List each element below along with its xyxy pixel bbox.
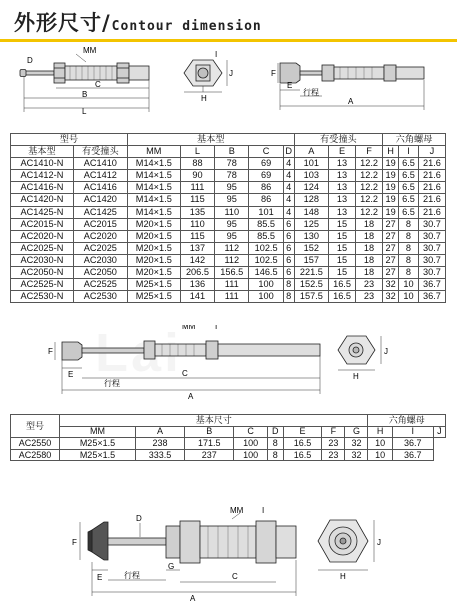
hex-nut-end-view (184, 60, 222, 86)
column-header: B (185, 426, 234, 438)
table-cell: 30.7 (418, 218, 445, 230)
table-cell: 124 (294, 182, 328, 194)
table-cell: AC1416-N (11, 182, 74, 194)
table-cell: 90 (180, 170, 214, 182)
table-cell: M20×1.5 (127, 267, 180, 279)
table-cell: AC1412-N (11, 170, 74, 182)
table-cell: 18 (356, 267, 383, 279)
table-row (11, 291, 446, 303)
table-cell: 18 (356, 254, 383, 266)
table-cell: 27 (383, 267, 399, 279)
table-cell: AC2550 (11, 438, 60, 450)
title-english: Contour dimension (111, 19, 262, 34)
label-h: H (201, 94, 207, 103)
table1-column-header-row (11, 146, 446, 158)
table-cell: 136 (180, 279, 214, 291)
table-cell: 21.6 (418, 194, 445, 206)
column-header: E (283, 426, 322, 438)
table-cell: M14×1.5 (127, 170, 180, 182)
table-cell: 238 (135, 438, 184, 450)
label-i: I (215, 50, 218, 59)
table-cell: 12.2 (356, 194, 383, 206)
group-hexnut: 六角螺母 (383, 134, 446, 146)
table-cell: 86 (249, 182, 283, 194)
table-cell: 78 (215, 170, 249, 182)
table-cell: AC1416 (73, 182, 127, 194)
table-cell: 12.2 (356, 206, 383, 218)
table-cell: AC2025-N (11, 242, 74, 254)
table1-group-header-row (11, 134, 446, 146)
label-d: D (27, 56, 33, 65)
table-cell: 16.5 (283, 438, 322, 450)
label-e: E (68, 370, 74, 379)
table-cell: 12.2 (356, 158, 383, 170)
column-header: F (322, 426, 345, 438)
table-cell: AC1410-N (11, 158, 74, 170)
table-cell: 152 (294, 242, 328, 254)
table-row (11, 279, 446, 291)
table-cell: 95 (215, 218, 249, 230)
table-cell: 27 (383, 230, 399, 242)
table-cell: 13 (329, 206, 356, 218)
table-cell: 18 (356, 230, 383, 242)
table-cell: 78 (215, 158, 249, 170)
table-cell: AC1420 (73, 194, 127, 206)
table-cell: M14×1.5 (127, 194, 180, 206)
table-cell: 171.5 (185, 438, 234, 450)
table-cell: M25×1.5 (60, 438, 136, 450)
table-cell: AC1412 (73, 170, 127, 182)
table-cell: 21.6 (418, 170, 445, 182)
table-cell: 12.2 (356, 182, 383, 194)
table-cell: 27 (383, 242, 399, 254)
table-cell: AC2015 (73, 218, 127, 230)
table-cell: 95 (215, 194, 249, 206)
table-cell: 4 (283, 206, 294, 218)
table-cell: 18 (356, 242, 383, 254)
table-cell: 15 (329, 267, 356, 279)
table-cell: 21.6 (418, 182, 445, 194)
table-cell: 13 (329, 158, 356, 170)
label-stroke: 行程 (124, 571, 140, 580)
column-header: L (180, 146, 214, 158)
table-cell: 95 (215, 230, 249, 242)
table-cell: 15 (329, 254, 356, 266)
label-e: E (97, 573, 103, 582)
label-c: C (232, 572, 238, 581)
table-cell: 152.5 (294, 279, 328, 291)
group-basic: 基本尺寸 (60, 415, 368, 427)
column-header: G (345, 426, 368, 438)
table-cell: 10 (368, 449, 392, 461)
label-l: L (82, 107, 87, 116)
label-a: A (190, 594, 196, 603)
table-cell: 8 (283, 291, 294, 303)
table-cell: 100 (249, 291, 283, 303)
table-cell: 36.7 (418, 291, 445, 303)
table-row (11, 182, 446, 194)
label-j: J (229, 69, 233, 78)
column-header: B (215, 146, 249, 158)
column-header: 有受撞头 (73, 146, 127, 158)
table-cell: 19 (383, 182, 399, 194)
group-bumper: 有受撞头 (294, 134, 382, 146)
table-cell: 30.7 (418, 242, 445, 254)
table-cell: 19 (383, 194, 399, 206)
column-header: E (329, 146, 356, 158)
column-header: H (383, 146, 399, 158)
table-cell: 111 (215, 279, 249, 291)
table-cell: 12.2 (356, 170, 383, 182)
table-cell: 110 (180, 218, 214, 230)
shock-absorber-basic-drawing (20, 63, 149, 83)
table-cell: 21.6 (418, 158, 445, 170)
table-cell: 6 (283, 254, 294, 266)
label-mm: MM (182, 325, 196, 331)
table-cell: AC1410 (73, 158, 127, 170)
table-cell: 157.5 (294, 291, 328, 303)
table-cell: 8 (399, 242, 419, 254)
table-cell: 8 (283, 279, 294, 291)
table-cell: 36.7 (392, 449, 433, 461)
table-cell: 23 (356, 291, 383, 303)
page-title (14, 7, 262, 37)
table-cell: 15 (329, 230, 356, 242)
table-cell: 23 (356, 279, 383, 291)
table-cell: 4 (283, 194, 294, 206)
table-cell: AC2030-N (11, 254, 74, 266)
table-cell: 95 (215, 182, 249, 194)
table-cell: 142 (180, 254, 214, 266)
column-header: H (368, 426, 392, 438)
table-cell: M14×1.5 (127, 158, 180, 170)
table-cell: AC2025 (73, 242, 127, 254)
page-header (0, 0, 457, 40)
table-cell: 23 (322, 438, 345, 450)
label-c: C (182, 369, 188, 378)
table-cell: 19 (383, 158, 399, 170)
table-cell: M25×1.5 (60, 449, 136, 461)
table-cell: 10 (399, 291, 419, 303)
table-cell: 6.5 (399, 182, 419, 194)
table-row (11, 194, 446, 206)
table-cell: 206.5 (180, 267, 214, 279)
table-cell: AC2580 (11, 449, 60, 461)
table-row (11, 230, 446, 242)
table-cell: AC2525-N (11, 279, 74, 291)
table-cell: 8 (399, 254, 419, 266)
table-cell: 102.5 (249, 242, 283, 254)
table-cell: 102.5 (249, 254, 283, 266)
table-cell: 16.5 (329, 291, 356, 303)
column-header: 基本型 (11, 146, 74, 158)
table-cell: 237 (185, 449, 234, 461)
title-chinese: 外形尺寸/ (14, 11, 111, 35)
table-row (11, 218, 446, 230)
label-d: D (136, 514, 142, 523)
table-cell: 30.7 (418, 230, 445, 242)
table-cell: 36.7 (418, 279, 445, 291)
table-cell: AC2020 (73, 230, 127, 242)
column-header: MM (60, 426, 136, 438)
table-cell: 8 (267, 449, 283, 461)
table-cell: 13 (329, 170, 356, 182)
table-cell: 69 (249, 170, 283, 182)
label-mm: MM (230, 506, 244, 515)
column-header: I (392, 426, 433, 438)
table2-body (11, 438, 446, 461)
table-cell: M20×1.5 (127, 230, 180, 242)
table-cell: 30.7 (418, 254, 445, 266)
label-g: G (168, 562, 175, 571)
table-cell: 88 (180, 158, 214, 170)
table-cell: 19 (383, 206, 399, 218)
column-header: D (283, 146, 294, 158)
table-cell: 137 (180, 242, 214, 254)
table-cell: 100 (234, 449, 268, 461)
table-cell: 141 (180, 291, 214, 303)
table-cell: 100 (234, 438, 268, 450)
table-row (11, 158, 446, 170)
table-cell: 85.5 (249, 230, 283, 242)
column-header: MM (127, 146, 180, 158)
label-f: F (271, 69, 276, 78)
label-c: C (95, 80, 101, 89)
table-cell: 23 (322, 449, 345, 461)
group-basic: 基本型 (127, 134, 294, 146)
spec-table-small (10, 133, 446, 303)
label-stroke: 行程 (104, 379, 120, 388)
table-cell: 69 (249, 158, 283, 170)
table-cell: M20×1.5 (127, 242, 180, 254)
table1-body (11, 158, 446, 303)
table-cell: 130 (294, 230, 328, 242)
table-cell: 13 (329, 194, 356, 206)
table-cell: 16.5 (283, 449, 322, 461)
column-header: F (356, 146, 383, 158)
table-cell: 85.5 (249, 218, 283, 230)
table-cell: 4 (283, 182, 294, 194)
table-cell: 4 (283, 170, 294, 182)
table-cell: 6.5 (399, 194, 419, 206)
label-j: J (377, 538, 381, 547)
label-i: I (215, 325, 218, 331)
table-cell: 101 (294, 158, 328, 170)
shock-absorber-long-drawing (62, 341, 320, 360)
table-cell: 32 (383, 279, 399, 291)
label-a: A (348, 97, 354, 106)
table-cell: AC2530-N (11, 291, 74, 303)
table-cell: 32 (383, 291, 399, 303)
label-e: E (287, 81, 293, 90)
table-cell: 6 (283, 242, 294, 254)
hex-nut-end-view (338, 336, 375, 364)
table-cell: 32 (345, 438, 368, 450)
table-cell: M25×1.5 (127, 291, 180, 303)
table-cell: 100 (249, 279, 283, 291)
table-cell: 32 (345, 449, 368, 461)
table-cell: AC2020-N (11, 230, 74, 242)
table-cell: 101 (249, 206, 283, 218)
label-b: B (82, 90, 88, 99)
group-hexnut: 六角螺母 (368, 415, 446, 427)
column-header: A (294, 146, 328, 158)
table-cell: 30.7 (418, 267, 445, 279)
table-cell: AC1425-N (11, 206, 74, 218)
table-cell: 157 (294, 254, 328, 266)
table-cell: 4 (283, 158, 294, 170)
table-cell: AC2015-N (11, 218, 74, 230)
table-row (11, 170, 446, 182)
table-cell: 8 (399, 218, 419, 230)
table-cell: 6.5 (399, 206, 419, 218)
label-a: A (188, 392, 194, 401)
table-cell: AC2030 (73, 254, 127, 266)
table-row (11, 267, 446, 279)
table-cell: 148 (294, 206, 328, 218)
table-row (11, 206, 446, 218)
table-cell: AC2530 (73, 291, 127, 303)
table-cell: AC2050 (73, 267, 127, 279)
spec-table-large (10, 414, 446, 461)
table-cell: 125 (294, 218, 328, 230)
column-header: C (249, 146, 283, 158)
table-cell: 103 (294, 170, 328, 182)
table-row (11, 254, 446, 266)
hex-nut-end-view (318, 520, 368, 562)
table-cell: AC2050-N (11, 267, 74, 279)
table-cell: 111 (180, 182, 214, 194)
table-cell: 8 (399, 230, 419, 242)
label-h: H (340, 572, 346, 581)
table-cell: 36.7 (392, 438, 433, 450)
shock-absorber-bumper-drawing (280, 63, 424, 83)
table-cell: 128 (294, 194, 328, 206)
table-cell: 8 (399, 267, 419, 279)
label-f: F (48, 347, 53, 356)
table-row (11, 449, 446, 461)
table-cell: 110 (215, 206, 249, 218)
label-f: F (72, 538, 77, 547)
column-header: A (135, 426, 184, 438)
table-cell: 6 (283, 267, 294, 279)
column-header: J (418, 146, 445, 158)
table-cell: M14×1.5 (127, 182, 180, 194)
table-cell: 156.5 (215, 267, 249, 279)
table-cell: 6 (283, 230, 294, 242)
label-mm: MM (83, 46, 97, 55)
group-model: 型号 (11, 134, 128, 146)
table-cell: M14×1.5 (127, 206, 180, 218)
table-cell: 19 (383, 170, 399, 182)
table-cell: 6.5 (399, 170, 419, 182)
label-stroke: 行程 (303, 88, 319, 97)
table2-group-header-row (11, 415, 446, 427)
group-model: 型号 (11, 415, 60, 438)
table-cell: 6 (283, 218, 294, 230)
column-header: D (267, 426, 283, 438)
table-cell: 27 (383, 218, 399, 230)
label-i: I (262, 506, 265, 515)
table-cell: 18 (356, 218, 383, 230)
table-cell: M20×1.5 (127, 254, 180, 266)
table-cell: 6.5 (399, 158, 419, 170)
column-header: C (234, 426, 268, 438)
table-row (11, 438, 446, 450)
table-cell: 27 (383, 254, 399, 266)
table-cell: AC2525 (73, 279, 127, 291)
dimension-lines-top-left (24, 54, 149, 112)
table-cell: 115 (180, 194, 214, 206)
diagram-bottom (0, 467, 457, 607)
table-cell: 13 (329, 182, 356, 194)
table-row (11, 242, 446, 254)
table-cell: 112 (215, 254, 249, 266)
diagram-top (0, 42, 457, 134)
table-cell: 221.5 (294, 267, 328, 279)
table-cell: 15 (329, 218, 356, 230)
table-cell: 15 (329, 242, 356, 254)
table-cell: AC1425 (73, 206, 127, 218)
label-j: J (384, 347, 388, 356)
table-cell: 16.5 (329, 279, 356, 291)
column-header: I (399, 146, 419, 158)
table-cell: 10 (368, 438, 392, 450)
diagram-middle (0, 325, 457, 405)
table-cell: 112 (215, 242, 249, 254)
shock-absorber-heavy-drawing (88, 521, 296, 563)
table-cell: 135 (180, 206, 214, 218)
table-cell: M20×1.5 (127, 218, 180, 230)
table-cell: 333.5 (135, 449, 184, 461)
table-cell: 21.6 (418, 206, 445, 218)
table-cell: AC1420-N (11, 194, 74, 206)
table2-column-header-row (11, 426, 446, 438)
table-cell: 115 (180, 230, 214, 242)
table-cell: 86 (249, 194, 283, 206)
table-cell: 111 (215, 291, 249, 303)
table-cell: 10 (399, 279, 419, 291)
column-header: J (433, 426, 445, 438)
table-cell: M25×1.5 (127, 279, 180, 291)
label-h: H (353, 372, 359, 381)
table-cell: 146.5 (249, 267, 283, 279)
table-cell: 8 (267, 438, 283, 450)
